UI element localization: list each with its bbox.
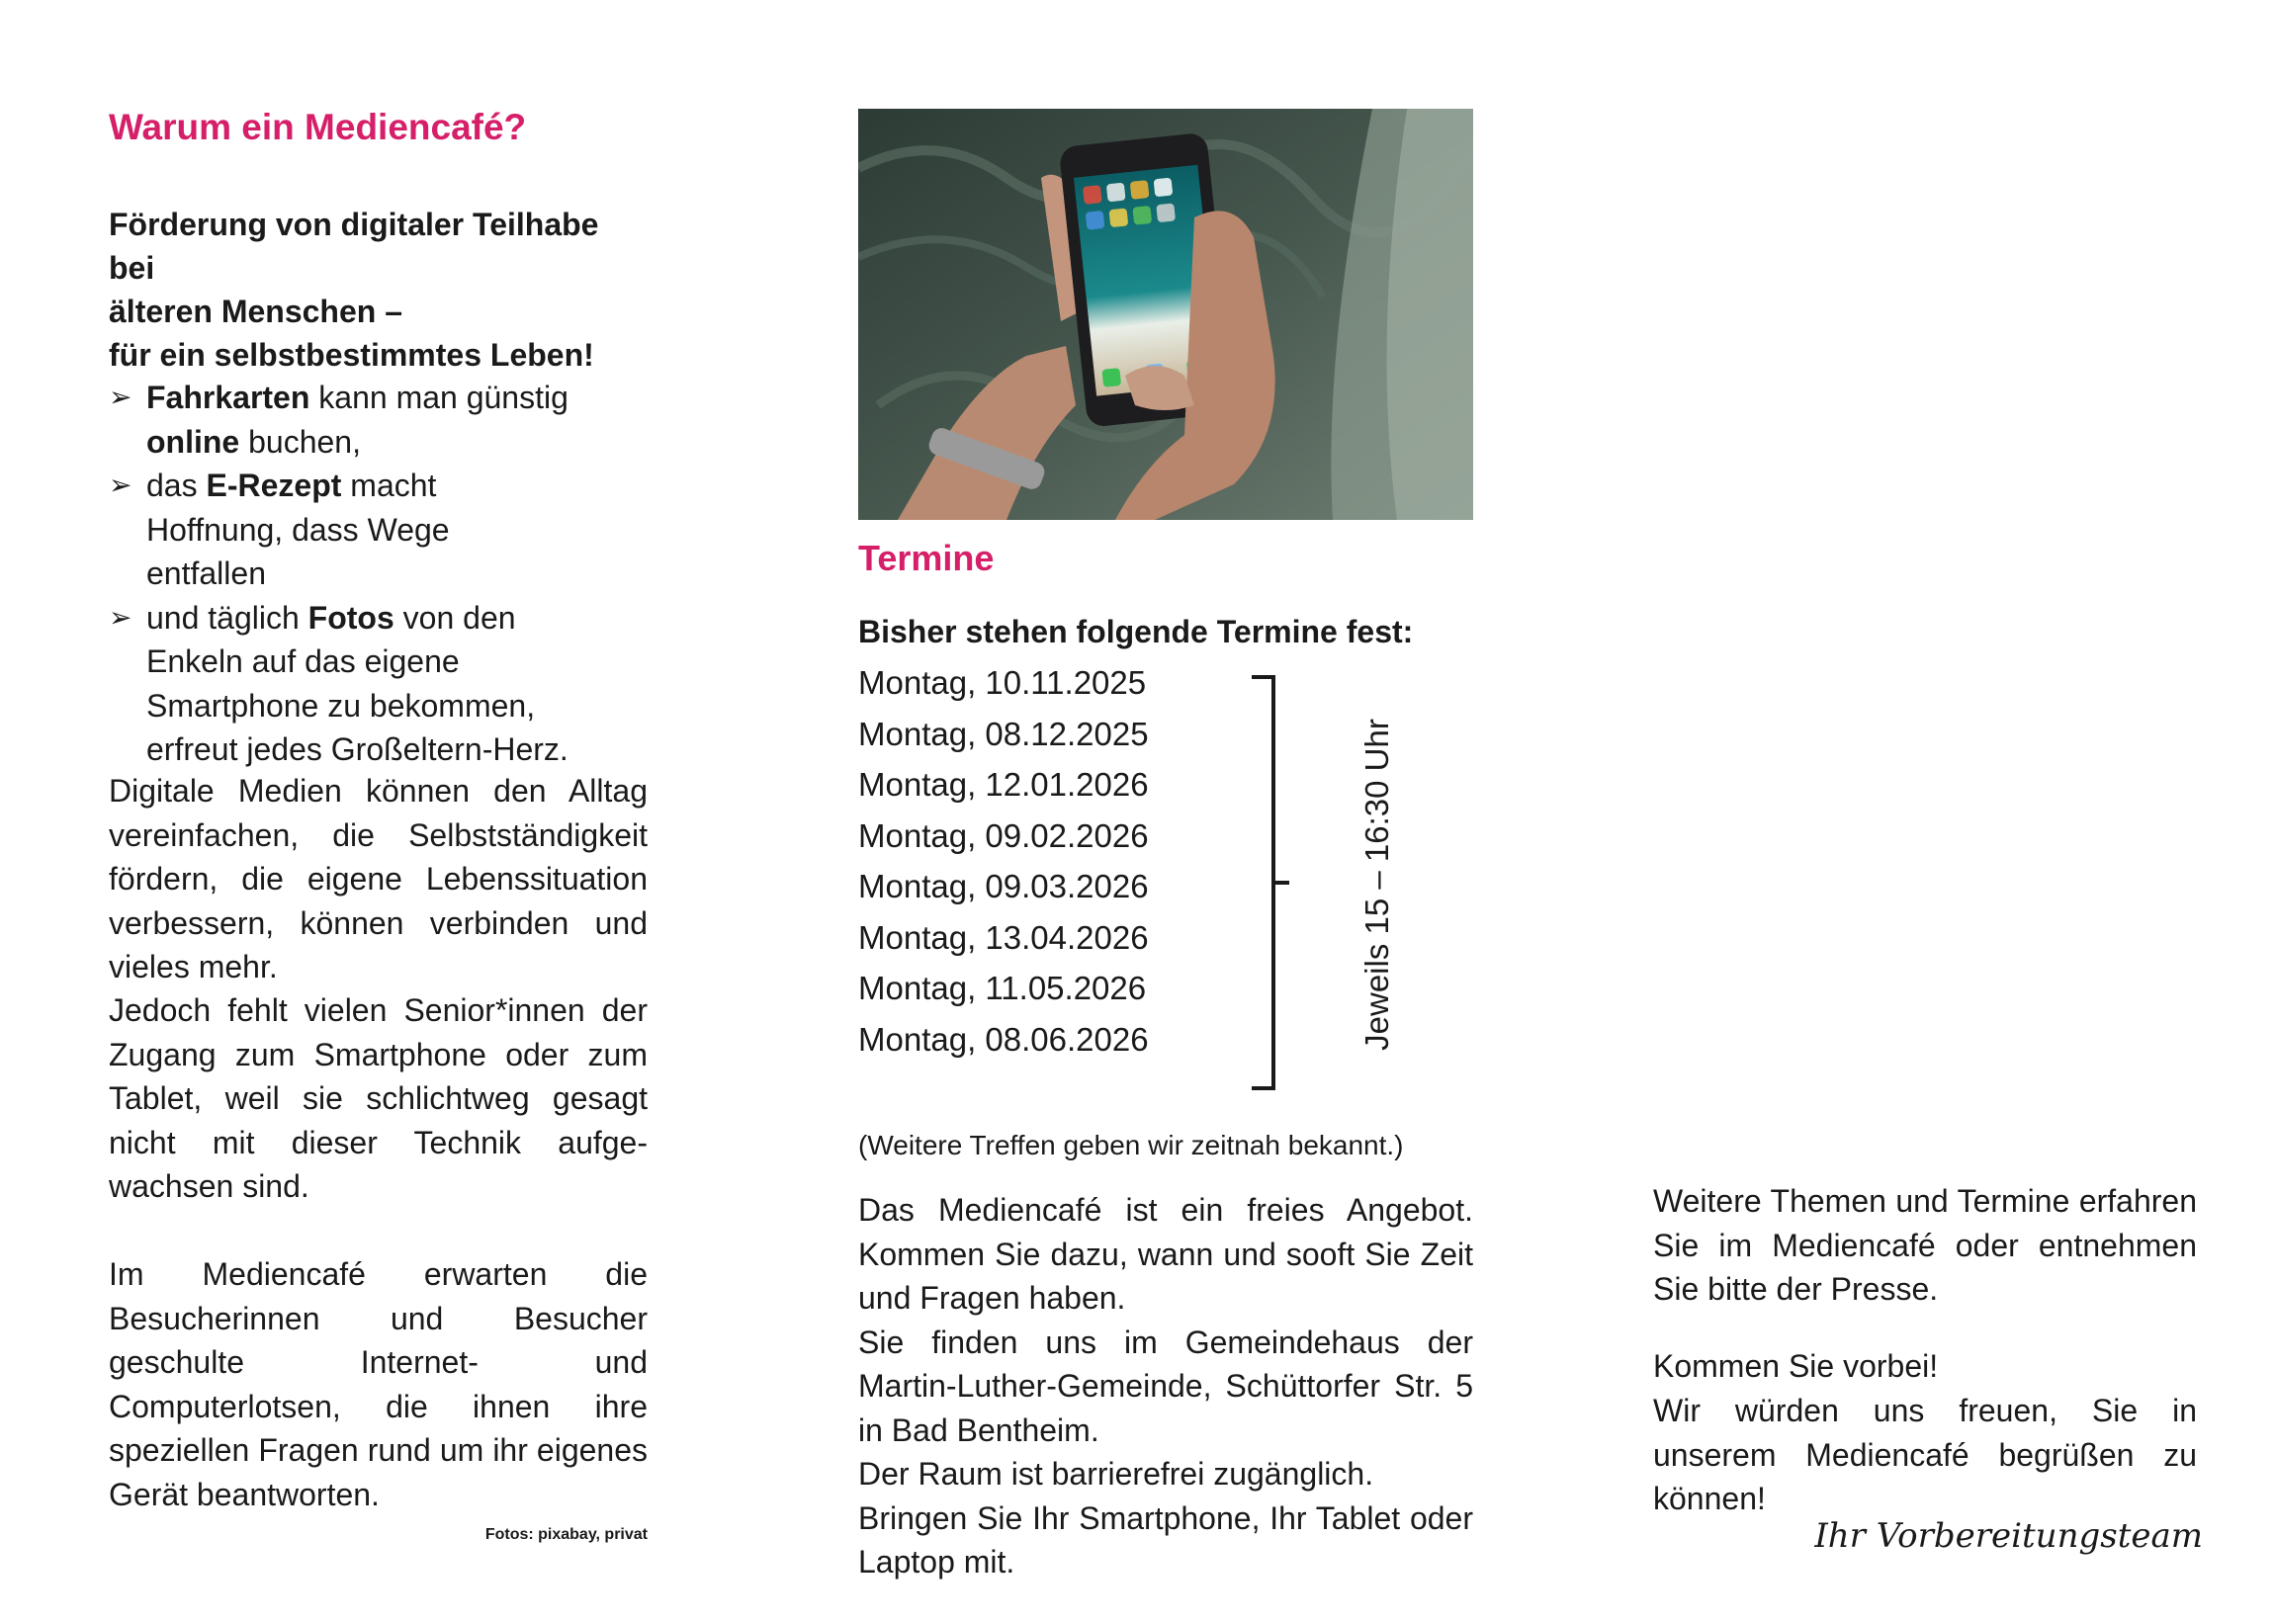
list-item [109,464,648,596]
termine-subheading: Bisher stehen folgende Termine fest: [858,614,1414,649]
lead-line-3: für ein selbstbestimmtes Leben! [109,337,594,373]
lead-line-1: Förderung von digitaler Teilhabe bei [109,207,599,286]
paragraph-access: Jedoch fehlt vielen Senior*innen der Zugang zum Smartphone oder zum Tablet, weil sie schlichtweg gesagt nicht mit dieser Technik aufge-wachsen sind. [109,992,648,1204]
paragraph-visit: Kommen Sie vorbei! [1653,1348,1939,1384]
benefit-list [109,376,648,772]
date-item: Montag, 11.05.2026 [858,970,1147,1006]
bold-e-rezept: E-Rezept [206,468,342,503]
date-item: Montag, 13.04.2026 [858,918,1149,956]
arrow-bullet-icon: ➢ [109,470,132,500]
paragraph-location: Sie finden uns im Gemeindehaus der Martin-Luther-Gemeinde, Schüttorfer Str. 5 in Bad Bentheim. [858,1324,1473,1448]
bullet-text: buchen, [239,423,361,460]
paragraph-further-topics: Weitere Themen und Termine erfahren Sie im Mediencafé oder entnehmen Sie bitte der Presse. [1653,1183,2197,1307]
paragraph-offer: Das Mediencafé ist ein freies Angebot. Kommen Sie dazu, wann und sooft Sie Zeit und Fragen haben. [858,1192,1473,1316]
photo-credit: Fotos: pixabay, privat [484,1526,648,1543]
middle-info [858,1188,1473,1584]
paragraph-bring-device: Bringen Sie Ihr Smartphone, Ihr Tablet oder Laptop mit. [858,1499,1473,1580]
paragraph-digital-media: Digitale Medien können den Alltag vereinfachen, die Selbstständigkeit fördern, die eigene Lebenssituation verbessern, können verbinden und vieles mehr. [109,773,648,984]
bold-fahrkarten: Fahrkarten [146,380,310,415]
bold-online: online [146,423,240,460]
date-item: Montag, 09.02.2026 [858,816,1149,854]
date-item: Montag, 08.06.2026 [858,1020,1149,1058]
date-list [858,657,1149,1065]
arrow-bullet-icon: ➢ [109,601,132,633]
date-item: Montag, 09.03.2026 [858,868,1149,904]
date-bracket [1244,675,1293,1090]
termine-heading: Termine [858,538,995,578]
date-item: Montag, 10.11.2025 [858,664,1147,701]
why-heading: Warum ein Mediencafé? [109,107,527,147]
bullet-text: und täglich [146,599,308,636]
bullet-text: macht Hoffnung, dass Wege entfallen [146,468,450,591]
bullet-text: kann man günstig [309,380,568,415]
signature: Ihr Vorbereitungsteam [1814,1516,2203,1556]
list-item [109,376,648,464]
seniors-smartphone-photo [858,109,1473,520]
bold-fotos: Fotos [307,599,394,636]
lead-line-2: älteren Menschen – [109,294,402,329]
lead-text [109,203,648,377]
paragraph-lotsen: Im Mediencafé erwarten die Besucherinnen und Besucher geschulte Internet- und Computerlotsen, die ihnen ihre speziellen Fragen rund um ihr eigenes Gerät beantworten. [109,1256,648,1512]
date-item: Montag, 08.12.2025 [858,715,1149,752]
bullet-text: von den Enkeln auf das eigene Smartphone zu bekommen, erfreut jedes Großeltern-Herz. [146,599,568,767]
further-note: (Weitere Treffen geben wir zeitnah bekannt.) [858,1130,1404,1160]
time-note: Jeweils 15 – 16:30 Uhr [1358,719,1395,1051]
date-item: Montag, 12.01.2026 [858,766,1149,803]
paragraph-accessible: Der Raum ist barrierefrei zugänglich. [858,1456,1374,1492]
arrow-bullet-icon: ➢ [109,382,132,412]
paragraph-welcome: Wir würden uns freuen, Sie in unserem Mediencafé begrüßen zu können! [1653,1393,2197,1516]
bullet-text: das [146,468,207,503]
list-item [109,596,648,772]
